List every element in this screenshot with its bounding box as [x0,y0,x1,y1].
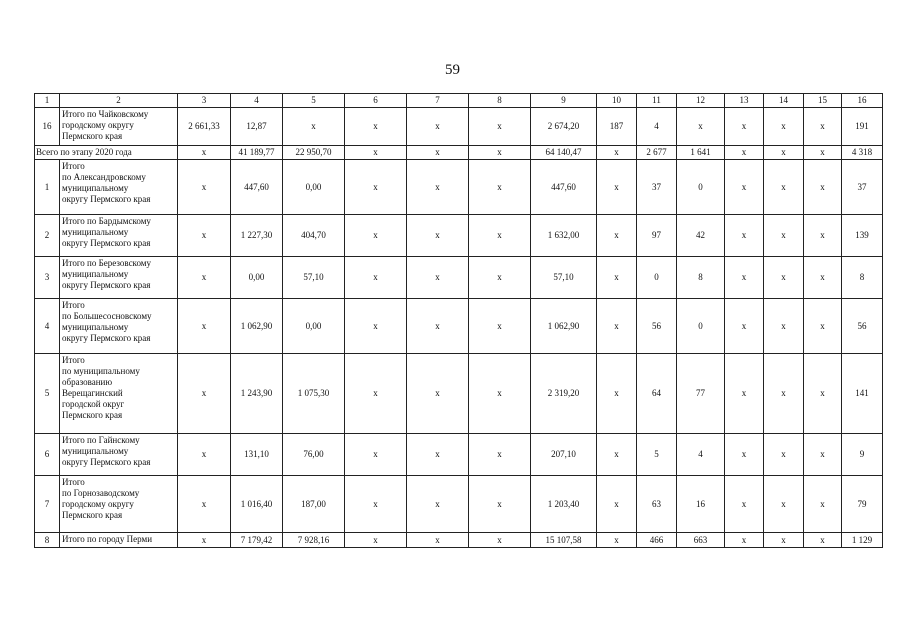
column-number-cell: 14 [764,94,804,108]
row-number-cell: 1 [35,160,60,215]
value-cell: x [469,160,531,215]
municipality-name-cell: Итого по городу Перми [60,533,178,548]
value-cell: 404,70 [283,215,345,257]
column-number-cell: 10 [597,94,637,108]
table-row [35,108,883,146]
value-cell: 15 107,58 [531,533,597,548]
municipality-name-cell: Итого по Чайковскому городскому округу Пермского края [60,108,178,146]
value-cell: x [597,160,637,215]
value-cell: 64 [637,354,677,434]
value-cell: x [804,108,842,146]
column-number-cell: 4 [231,94,283,108]
column-number-cell: 16 [842,94,883,108]
value-cell: x [677,108,725,146]
value-cell: x [764,354,804,434]
value-cell: x [407,257,469,299]
value-cell: x [597,476,637,533]
value-cell: 0,00 [283,160,345,215]
municipality-name-cell: Итого по Большесосновскому муниципальному округу Пермского края [60,299,178,354]
row-number-cell: 3 [35,257,60,299]
value-cell: 1 632,00 [531,215,597,257]
value-cell: 191 [842,108,883,146]
column-number-cell: 8 [469,94,531,108]
value-cell: x [597,533,637,548]
value-cell: 42 [677,215,725,257]
municipality-name-cell: Итого по Александровскому муниципальному округу Пермского края [60,160,178,215]
total-value-cell: x [345,146,407,160]
value-cell: x [178,299,231,354]
value-cell: x [725,257,764,299]
value-cell: x [469,257,531,299]
column-number-cell: 12 [677,94,725,108]
value-cell: x [345,160,407,215]
value-cell: x [345,476,407,533]
value-cell: 2 661,33 [178,108,231,146]
value-cell: x [345,215,407,257]
value-cell: x [178,160,231,215]
value-cell: x [469,434,531,476]
column-number-cell: 11 [637,94,677,108]
value-cell: 1 062,90 [231,299,283,354]
row-number-cell: 8 [35,533,60,548]
value-cell: x [407,533,469,548]
municipality-name-cell: Итого по муниципальному образованию Верещагинский городской округ Пермского края [60,354,178,434]
total-value-cell: x [407,146,469,160]
value-cell: 0 [677,299,725,354]
total-value-cell: x [597,146,637,160]
value-cell: x [407,299,469,354]
value-cell: x [407,215,469,257]
value-cell: 0,00 [231,257,283,299]
value-cell: 79 [842,476,883,533]
value-cell: 56 [842,299,883,354]
table-row [35,257,883,299]
value-cell: x [764,257,804,299]
total-value-cell: x [804,146,842,160]
column-number-cell: 3 [178,94,231,108]
value-cell: 9 [842,434,883,476]
value-cell: x [725,476,764,533]
value-cell: x [804,299,842,354]
value-cell: 663 [677,533,725,548]
value-cell: x [469,533,531,548]
value-cell: 466 [637,533,677,548]
value-cell: x [725,354,764,434]
table-row [35,354,883,434]
value-cell: 4 [677,434,725,476]
municipality-name-cell: Итого по Гайнскому муниципальному округу Пермского края [60,434,178,476]
table-row [35,299,883,354]
table-row [35,533,883,548]
value-cell: x [725,533,764,548]
value-cell: x [469,354,531,434]
value-cell: x [178,434,231,476]
value-cell: x [178,257,231,299]
value-cell: 131,10 [231,434,283,476]
value-cell: 0,00 [283,299,345,354]
total-value-cell: 4 318 [842,146,883,160]
value-cell: 1 016,40 [231,476,283,533]
page-number: 59 [445,62,460,78]
total-value-cell: x [725,146,764,160]
value-cell: 37 [637,160,677,215]
value-cell: 207,10 [531,434,597,476]
row-number-cell: 5 [35,354,60,434]
value-cell: 447,60 [231,160,283,215]
value-cell: 37 [842,160,883,215]
value-cell: x [597,257,637,299]
total-value-cell: x [469,146,531,160]
value-cell: x [764,299,804,354]
row-number-cell: 16 [35,108,60,146]
value-cell: x [764,215,804,257]
value-cell: x [804,257,842,299]
value-cell: x [178,215,231,257]
value-cell: x [764,533,804,548]
value-cell: 56 [637,299,677,354]
value-cell: 63 [637,476,677,533]
value-cell: 2 674,20 [531,108,597,146]
total-value-cell: 41 189,77 [231,146,283,160]
municipality-name-cell: Итого по Горнозаводскому городскому округу Пермского края [60,476,178,533]
value-cell: x [407,160,469,215]
value-cell: 97 [637,215,677,257]
value-cell: x [804,354,842,434]
row-number-cell: 2 [35,215,60,257]
value-cell: 5 [637,434,677,476]
value-cell: x [804,215,842,257]
value-cell: 57,10 [531,257,597,299]
total-value-cell: 22 950,70 [283,146,345,160]
value-cell: x [345,108,407,146]
column-number-row [35,94,883,108]
value-cell: 4 [637,108,677,146]
municipality-name-cell: Итого по Бардымскому муниципальному округу Пермского края [60,215,178,257]
value-cell: 1 075,30 [283,354,345,434]
column-number-cell: 2 [60,94,178,108]
total-value-cell: 1 641 [677,146,725,160]
value-cell: x [725,108,764,146]
value-cell: x [597,434,637,476]
value-cell: 1 062,90 [531,299,597,354]
value-cell: 16 [677,476,725,533]
row-number-cell: 7 [35,476,60,533]
value-cell: 77 [677,354,725,434]
row-number-cell: 4 [35,299,60,354]
column-number-cell: 1 [35,94,60,108]
value-cell: 7 928,16 [283,533,345,548]
value-cell: x [283,108,345,146]
value-cell: x [597,354,637,434]
value-cell: 141 [842,354,883,434]
value-cell: 187 [597,108,637,146]
total-row [35,146,883,160]
value-cell: 187,00 [283,476,345,533]
total-value-cell: 2 677 [637,146,677,160]
value-cell: x [407,354,469,434]
value-cell: 12,87 [231,108,283,146]
value-cell: 0 [637,257,677,299]
value-cell: x [469,476,531,533]
column-number-cell: 6 [345,94,407,108]
value-cell: x [345,299,407,354]
value-cell: x [178,476,231,533]
value-cell: 139 [842,215,883,257]
table-row [35,160,883,215]
value-cell: x [725,434,764,476]
value-cell: 1 227,30 [231,215,283,257]
value-cell: x [764,160,804,215]
column-number-cell: 13 [725,94,764,108]
budget-table [34,93,883,548]
table-row [35,476,883,533]
value-cell: x [804,434,842,476]
value-cell: x [178,354,231,434]
value-cell: 1 203,40 [531,476,597,533]
row-number-cell: 6 [35,434,60,476]
value-cell: x [804,533,842,548]
value-cell: x [469,108,531,146]
value-cell: x [178,533,231,548]
value-cell: x [597,215,637,257]
value-cell: x [764,108,804,146]
table-row [35,434,883,476]
value-cell: x [597,299,637,354]
value-cell: x [407,108,469,146]
total-value-cell: 64 140,47 [531,146,597,160]
value-cell: x [469,215,531,257]
value-cell: 7 179,42 [231,533,283,548]
column-number-cell: 9 [531,94,597,108]
value-cell: x [764,476,804,533]
column-number-cell: 7 [407,94,469,108]
value-cell: 76,00 [283,434,345,476]
total-value-cell: x [764,146,804,160]
value-cell: x [407,476,469,533]
value-cell: x [725,215,764,257]
table-row [35,215,883,257]
value-cell: x [345,434,407,476]
column-number-cell: 15 [804,94,842,108]
value-cell: x [804,160,842,215]
total-value-cell: x [178,146,231,160]
value-cell: 8 [842,257,883,299]
column-number-cell: 5 [283,94,345,108]
value-cell: 0 [677,160,725,215]
value-cell: 2 319,20 [531,354,597,434]
value-cell: 447,60 [531,160,597,215]
value-cell: x [345,257,407,299]
total-row-label: Всего по этапу 2020 года [35,146,178,160]
value-cell: x [764,434,804,476]
value-cell: x [725,160,764,215]
value-cell: 1 129 [842,533,883,548]
value-cell: 57,10 [283,257,345,299]
value-cell: 8 [677,257,725,299]
value-cell: x [725,299,764,354]
value-cell: x [469,299,531,354]
municipality-name-cell: Итого по Березовскому муниципальному округу Пермского края [60,257,178,299]
value-cell: x [804,476,842,533]
value-cell: 1 243,90 [231,354,283,434]
value-cell: x [345,533,407,548]
value-cell: x [345,354,407,434]
value-cell: x [407,434,469,476]
